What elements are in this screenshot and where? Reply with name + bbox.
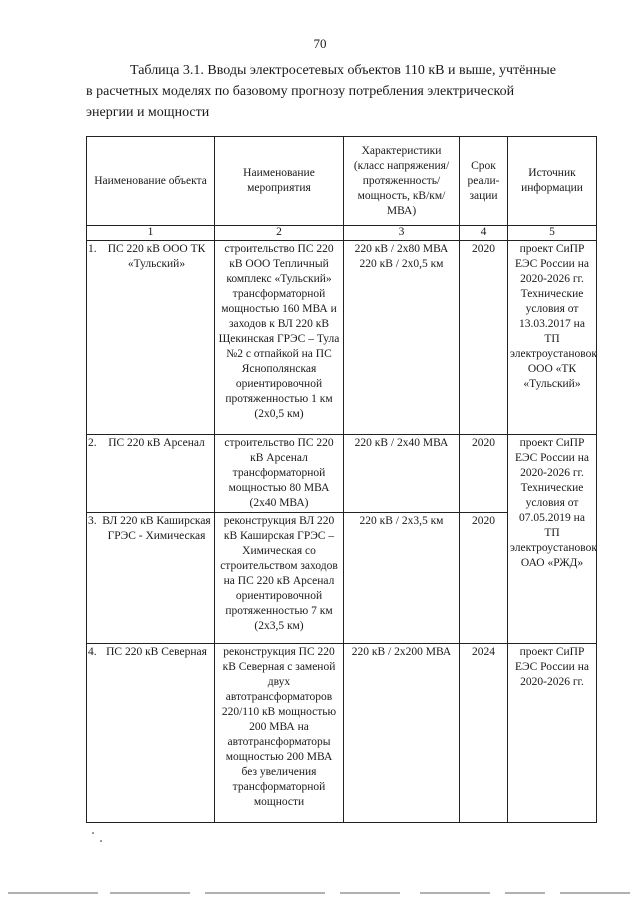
column-number: 5 — [508, 226, 597, 241]
scan-speck — [100, 840, 102, 842]
object-name: ВЛ 220 кВ Каширская ГРЭС - Химическая — [102, 515, 211, 542]
caption-line-1: Таблица 3.1. Вводы электросетевых объектов 110 кВ и выше, учтённые — [130, 63, 557, 78]
measure-cell: строительство ПС 220 кВ Арсенал трансформаторной мощностью 80 МВА (2х40 МВА) — [215, 435, 344, 513]
header-object: Наименование объекта — [87, 137, 215, 226]
scan-speck — [92, 832, 94, 834]
source-cell: проект СиПР ЕЭС России на 2020-2026 гг. Технические условия от 07.05.2019 на ТП электроустановок ОАО «РЖД» — [508, 435, 597, 644]
column-number-row — [87, 226, 597, 241]
page-number: 70 — [313, 36, 327, 51]
table-row — [87, 435, 597, 513]
table-header-row — [87, 137, 597, 226]
row-index: 1. — [88, 243, 97, 255]
grid-inputs-table — [86, 136, 597, 823]
scan-edge-artifacts — [0, 892, 640, 896]
term-cell: 2020 — [460, 435, 508, 513]
source-cell: проект СиПР ЕЭС России на 2020-2026 гг. — [508, 644, 597, 823]
measure-cell: реконструкция ВЛ 220 кВ Каширская ГРЭС – Химическая со строительством заходов на ПС 220 кВ Арсенал ориентировочной протяженностью 7 км (2х3,5 км) — [215, 513, 344, 644]
header-term: Срок реали-зации — [460, 137, 508, 226]
object-name: ПС 220 кВ Северная — [106, 646, 207, 658]
column-number: 1 — [87, 226, 215, 241]
object-cell — [87, 435, 215, 513]
column-number: 3 — [344, 226, 460, 241]
caption-line-3: энергии и мощности — [86, 105, 210, 120]
column-number: 4 — [460, 226, 508, 241]
characteristics-cell: 220 кВ / 2х40 МВА — [344, 435, 460, 513]
object-name: ПС 220 кВ ООО ТК «Тульский» — [107, 243, 206, 270]
row-index: 2. — [88, 437, 97, 449]
object-name: ПС 220 кВ Арсенал — [108, 437, 205, 449]
source-cell: проект СиПР ЕЭС России на 2020-2026 гг. Технические условия от 13.03.2017 на ТП электроустановок ООО «ТК «Тульский» — [508, 241, 597, 435]
header-measure: Наименование мероприятия — [215, 137, 344, 226]
characteristics-cell: 220 кВ / 2х80 МВА 220 кВ / 2х0,5 км — [344, 241, 460, 435]
object-cell — [87, 644, 215, 823]
header-source: Источник информации — [508, 137, 597, 226]
header-characteristics: Характеристики (класс напряжения/ протяженность/ мощность, кВ/км/МВА) — [344, 137, 460, 226]
table-caption — [86, 60, 596, 123]
term-cell: 2020 — [460, 241, 508, 435]
table-row — [87, 241, 597, 435]
characteristics-cell: 220 кВ / 2х200 МВА — [344, 644, 460, 823]
measure-cell: строительство ПС 220 кВ ООО Тепличный комплекс «Тульский» трансформаторной мощностью 160 МВА и заходов к ВЛ 220 кВ Щекинская ГРЭС – Тула №2 с отпайкой на ПС Яснополянская ориентировочной протяженностью 1 км (2х0,5 км) — [215, 241, 344, 435]
term-cell: 2020 — [460, 513, 508, 644]
row-index: 4. — [88, 646, 97, 658]
term-cell: 2024 — [460, 644, 508, 823]
object-cell — [87, 241, 215, 435]
table-row — [87, 644, 597, 823]
row-index: 3. — [88, 515, 97, 527]
caption-line-2: в расчетных моделях по базовому прогнозу потребления электрической — [86, 84, 515, 99]
characteristics-cell: 220 кВ / 2х3,5 км — [344, 513, 460, 644]
object-cell — [87, 513, 215, 644]
measure-cell: реконструкция ПС 220 кВ Северная с заменой двух автотрансформаторов 220/110 кВ мощностью 200 МВА на автотрансформаторы мощностью 200 МВА без увеличения трансформаторной мощности — [215, 644, 344, 823]
column-number: 2 — [215, 226, 344, 241]
